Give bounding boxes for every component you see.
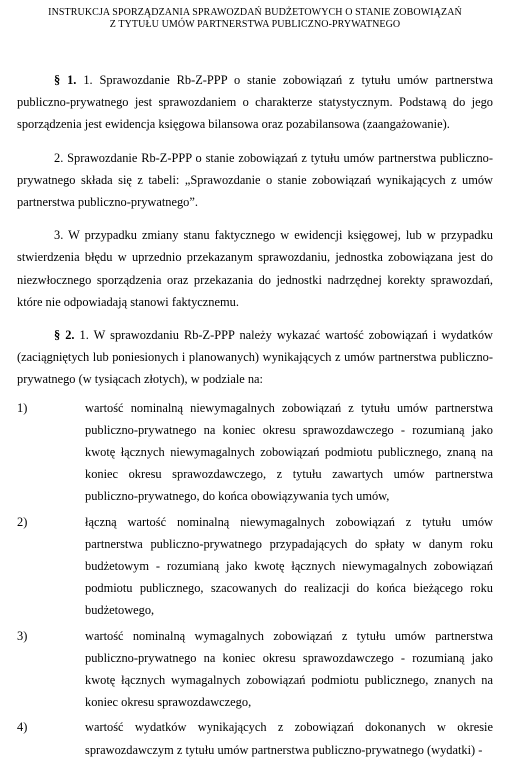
section-1-marker: § 1. (54, 73, 77, 87)
section-2-list (17, 397, 493, 761)
list-item-number: 3) (17, 628, 28, 643)
list-item-number: 4) (17, 720, 28, 735)
list-item-number: 1) (17, 400, 28, 415)
document-body (17, 69, 493, 761)
list-item (17, 716, 493, 760)
list-item-text: wartość wydatków wynikających z zobowiązań dokonanych w okresie sprawozdawczym z tytułu umów partnerstwa publiczno-prywatnego (wydatki) - (85, 720, 493, 757)
list-item-text: łączną wartość nominalną niewymagalnych zobowiązań z tytułu umów partnerstwa publiczno-prywatnego przypadających do spłaty w danym roku budżetowym - rozumianą jako kwotę łącznych niewymagalnych zobowiązań podmiotu publicznego, szacowanych do realizacji do końca bieżącego roku budżetowego, (85, 514, 493, 618)
section-2-marker: § 2. (54, 328, 75, 343)
section-1-text-1: 1. Sprawozdanie Rb-Z-PPP o stanie zobowiązań z tytułu umów partnerstwa publiczno-prywatnego jest sprawozdaniem o charakterze statystycznym. Podstawą do jego sporządzenia jest ewidencja księgowa bilansowa oraz pozabilansowa (zaangażowanie). (17, 73, 493, 132)
section-1-paragraph-3: 3. W przypadku zmiany stanu faktycznego w ewidencji księgowej, lub w przypadku stwierdzenia błędu w uprzednio przekazanym sprawozdaniu, jednostka zobowiązana jest do niezwłocznego sporządzenia oraz przekazania do jednostki nadrzędnej korekty sprawozdań, które nie odpowiadają stanowi faktycznemu. (17, 228, 493, 309)
document-header (17, 0, 493, 31)
section-2-paragraph-1 (17, 324, 493, 391)
list-item-text: wartość nominalną niewymagalnych zobowiązań z tytułu umów partnerstwa publiczno-prywatnego na koniec okresu sprawozdawczego - rozumianą jako kwotę łącznych niewymagalnych zobowiązań podmiotu publicznego, znaną na koniec okresu sprawozdawczego, z tytułu zawartych umów partnerstwa publiczno-prywatnego, do końca obowiązywania tych umów, (85, 400, 493, 504)
section-2-text-1: 1. W sprawozdaniu Rb-Z-PPP należy wykazać wartość zobowiązań i wydatków (zaciągniętych lub poniesionych i planowanych) wynikających z umów partnerstwa publiczno-prywatnego (w tysiącach złotych), w podziale na: (17, 328, 493, 387)
list-item (17, 625, 493, 714)
section-1-paragraph-2: 2. Sprawozdanie Rb-Z-PPP o stanie zobowiązań z tytułu umów partnerstwa publiczno-prywatnego składa się z tabeli: „Sprawozdanie o stanie zobowiązań wynikających z umów partnerstwa publiczno-prywatnego”. (17, 150, 493, 210)
list-item (17, 511, 493, 622)
header-line-2: Z TYTUŁU UMÓW PARTNERSTWA PUBLICZNO-PRYWATNEGO (109, 19, 401, 30)
header-line-1: INSTRUKCJA SPORZĄDZANIA SPRAWOZDAŃ BUDŻETOWYCH O STANIE ZOBOWIĄZAŃ (48, 7, 462, 18)
list-item-text: wartość nominalną wymagalnych zobowiązań z tytułu umów partnerstwa publiczno-prywatnego na koniec okresu sprawozdawczego - rozumianą jako kwotę łącznych wymagalnych zobowiązań podmiotu publicznego, znanych na koniec okresu sprawozdawczego, (85, 628, 493, 710)
section-1-paragraph-1 (17, 69, 493, 136)
list-item (17, 397, 493, 508)
list-item-number: 2) (17, 514, 28, 529)
